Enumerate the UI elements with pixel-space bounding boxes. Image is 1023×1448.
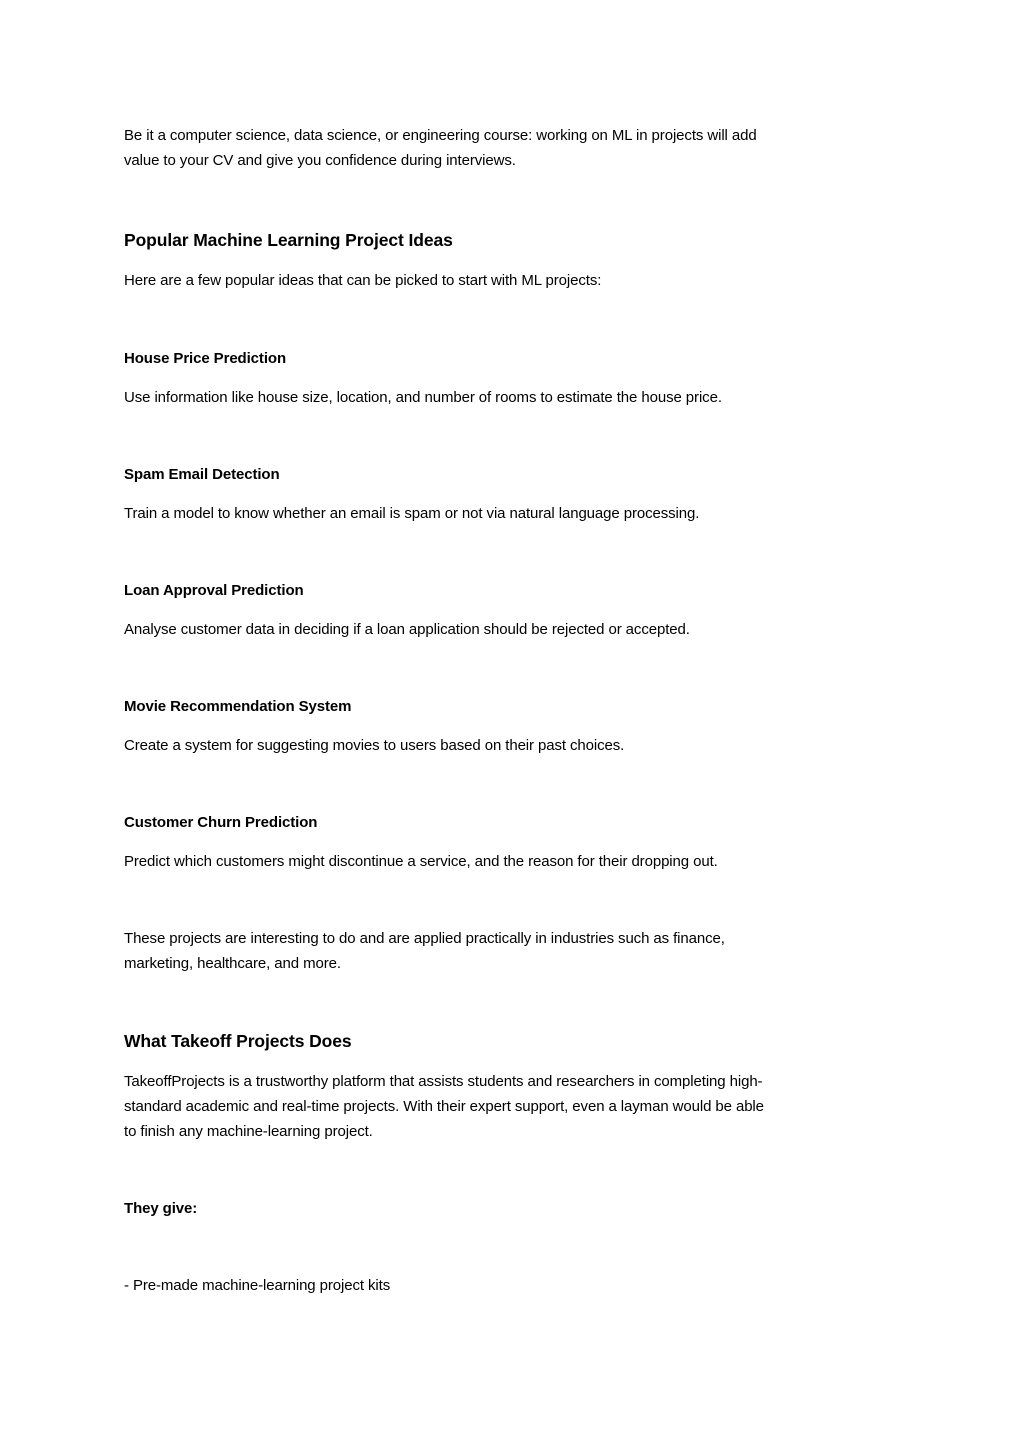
they-give-label: They give: bbox=[124, 1200, 198, 1217]
idea-title: House Price Prediction bbox=[124, 350, 287, 367]
idea-title: Customer Churn Prediction bbox=[124, 814, 318, 831]
idea-title: Movie Recommendation System bbox=[124, 698, 352, 715]
idea-text: Predict which customers might discontinue a service, and the reason for their dropping out. bbox=[124, 853, 718, 870]
idea-text: Use information like house size, location, and number of rooms to estimate the house price. bbox=[124, 389, 722, 406]
idea-text: Create a system for suggesting movies to users based on their past choices. bbox=[124, 737, 625, 754]
takeoff-line: standard academic and real-time projects. With their expert support, even a layman would be able bbox=[124, 1098, 764, 1115]
idea-text: Train a model to know whether an email is spam or not via natural language processing. bbox=[124, 505, 700, 522]
idea-title: Loan Approval Prediction bbox=[124, 582, 304, 599]
section-heading-takeoff: What Takeoff Projects Does bbox=[124, 1031, 352, 1051]
idea-title: Spam Email Detection bbox=[124, 466, 280, 483]
section-heading-ideas: Popular Machine Learning Project Ideas bbox=[124, 230, 453, 250]
text-line: Be it a computer science, data science, or engineering course: working on ML in projects will add bbox=[124, 127, 757, 144]
takeoff-line: TakeoffProjects is a trustworthy platform that assists students and researchers in completing high- bbox=[124, 1073, 763, 1090]
ideas-closing-line: marketing, healthcare, and more. bbox=[124, 955, 341, 972]
idea-text: Analyse customer data in deciding if a loan application should be rejected or accepted. bbox=[124, 621, 690, 638]
text-line: value to your CV and give you confidence during interviews. bbox=[124, 152, 516, 169]
ideas-closing-line: These projects are interesting to do and are applied practically in industries such as finance, bbox=[124, 930, 725, 947]
bullet-item: - Pre-made machine-learning project kits bbox=[124, 1277, 391, 1294]
ideas-lead: Here are a few popular ideas that can be picked to start with ML projects: bbox=[124, 272, 602, 289]
takeoff-line: to finish any machine-learning project. bbox=[124, 1123, 373, 1140]
